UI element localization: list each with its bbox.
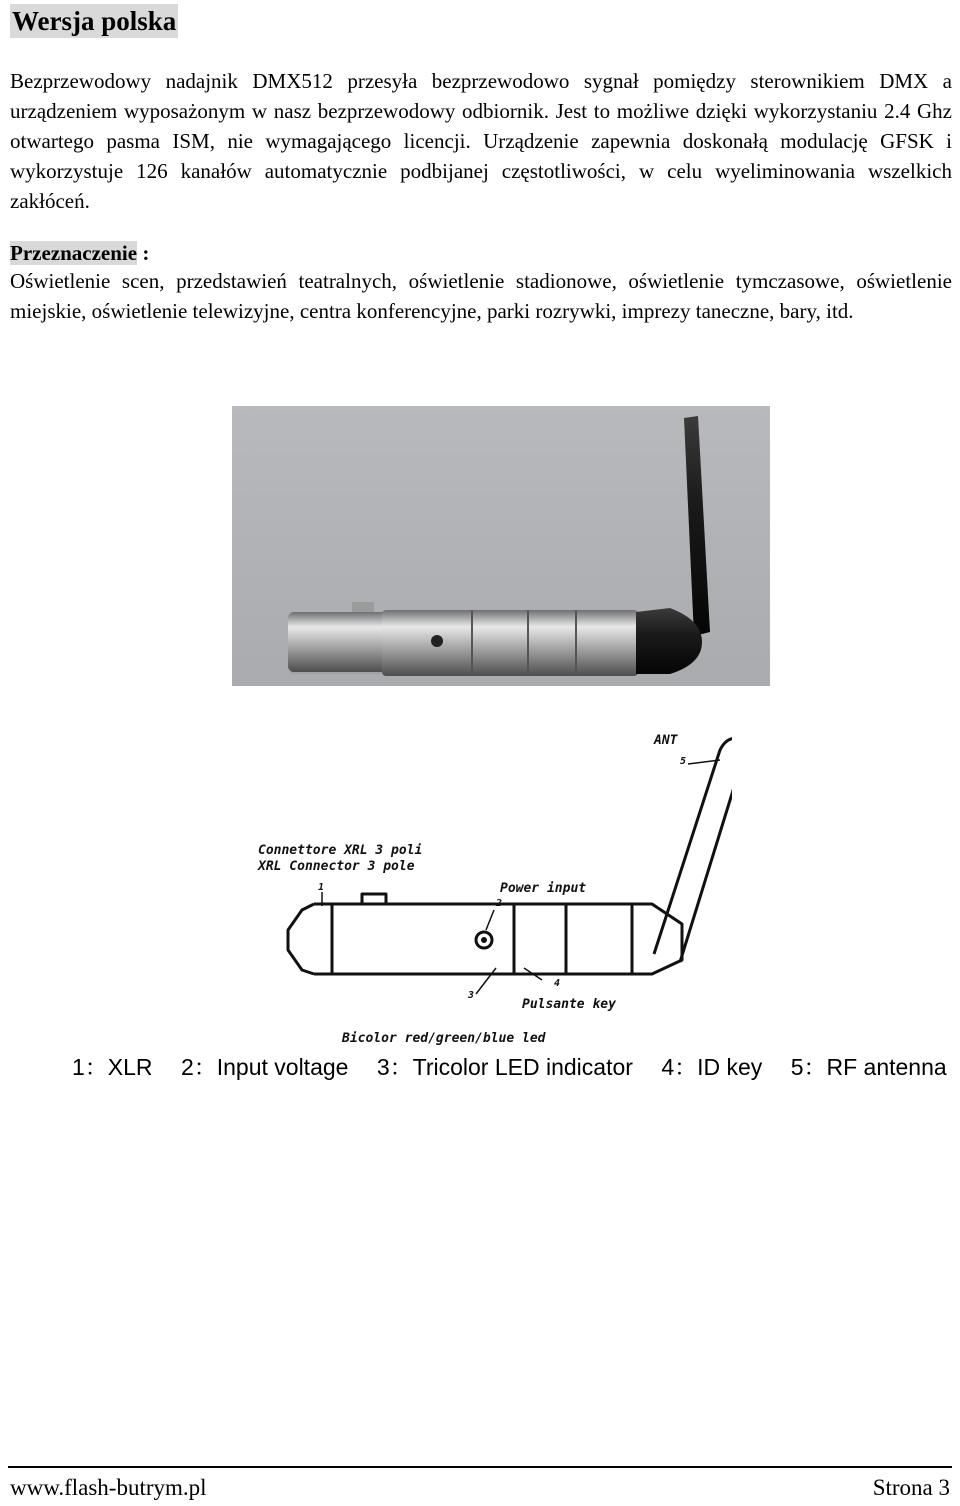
footer-page-number: Strona 3	[872, 1475, 950, 1500]
diagram-label-ant: ANT	[654, 733, 678, 748]
product-photo	[232, 406, 770, 686]
diagram-label-led: Bicolor red/green/blue led	[342, 1031, 546, 1046]
legend-item-input-voltage: 2：Input voltage	[180, 1054, 349, 1080]
diagram-label-connector-en: XRL Connector 3 pole	[258, 859, 415, 874]
purpose-heading	[10, 238, 149, 268]
legend-item-xlr: 1：XLR	[72, 1054, 153, 1080]
purpose-paragraph: Oświetlenie scen, przedstawień teatralnych, oświetlenie stadionowe, oświetlenie tymczasowe, oświetlenie miejskie, oświetlenie telewizyjne, centra konferencyjne, parki rozrywki, imprezy taneczne, bary, itd.	[10, 269, 952, 323]
section-heading: Wersja polska	[12, 6, 177, 36]
footer-divider	[8, 1466, 952, 1468]
diagram-number-4: 4	[554, 978, 561, 989]
legend-item-led-indicator: 3：Tricolor LED indicator	[376, 1054, 633, 1080]
legend-item-id-key: 4：ID key	[661, 1054, 763, 1080]
device-diagram	[232, 724, 732, 1054]
diagram-legend	[72, 1050, 960, 1084]
diagram-number-1: 1	[318, 882, 325, 893]
diagram-label-connector-it: Connettore XRL 3 poli	[258, 843, 423, 858]
diagram-label-power-input: Power input	[500, 881, 587, 896]
legend-item-rf-antenna: 5：RF antenna	[790, 1054, 947, 1080]
diagram-number-5: 5	[680, 756, 687, 767]
intro-paragraph: Bezprzewodowy nadajnik DMX512 przesyła bezprzewodowo sygnał pomiędzy sterownikiem DMX a urządzeniem wyposażonym w nasz bezprzewodowy odbiornik. Jest to możliwe dzięki wykorzystaniu 2.4 Ghz otwartego pasma ISM, nie wymagającego licencji. Urządzenie zapewnia doskonałą modulację GFSK i wykorzystuje 126 kanałów automatycznie podbijanej częstotliwości, w celu wyeliminowania wszelkich zakłóceń.	[10, 69, 952, 213]
diagram-number-3: 3	[468, 990, 475, 1001]
purpose-heading-label: Przeznaczenie	[10, 241, 138, 265]
purpose-heading-colon: :	[137, 241, 150, 265]
diagram-number-2: 2	[496, 898, 503, 909]
diagram-label-key: Pulsante key	[522, 997, 616, 1012]
footer-website: www.flash-butrym.pl	[10, 1475, 207, 1500]
